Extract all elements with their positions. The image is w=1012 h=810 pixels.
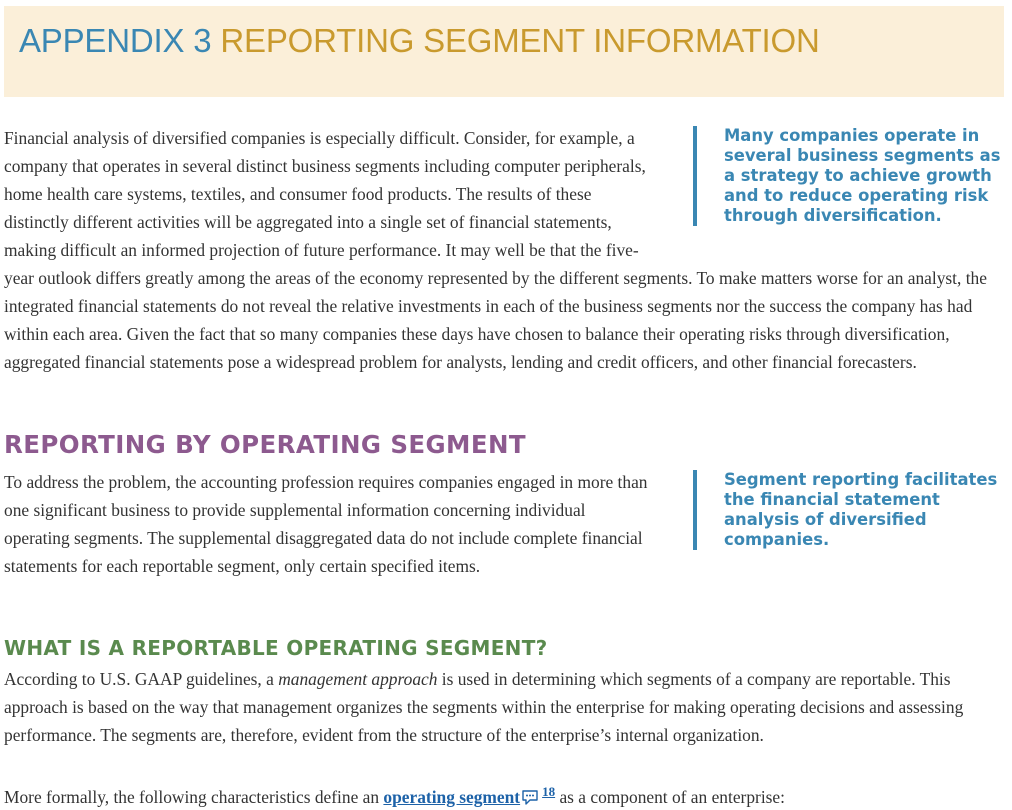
management-approach-term: management approach [278,669,438,689]
comment-bubble-icon[interactable] [521,786,539,810]
intro-margin-note-text: Many companies operate in several business segments as a strategy to achieve growth and to reduce operating risk through diversification. [724,126,1001,225]
formal-before: More formally, the following characteristics define an [4,787,384,807]
appendix-label: APPENDIX 3 [19,22,212,59]
section-heading-reportable: WHAT IS A REPORTABLE OPERATING SEGMENT? [4,636,548,660]
appendix-title-text: REPORTING SEGMENT INFORMATION [220,22,820,59]
reportable-para-before: According to U.S. GAAP guidelines, a [4,669,279,689]
formal-definition-line [4,778,1006,810]
intro-paragraph-text: Financial analysis of diversified companies is especially difficult. Consider, for example, a company that operates in several distinct business segments including computer peripherals, home health care systems, textiles, and consumer food products. The results of these distinctly different activities will be aggregated into a single set of financial statements, making difficult an informed projection of future performance. It may well be that the five-year outlook differs greatly among the areas of the economy represented by the different segments. To make matters worse for an analyst, the integrated financial statements do not reveal the relative investments in each of the business segments nor the success the company has had within each area. Given the fact that so many companies these days have chosen to balance their operating risks through diversification, aggregated financial statements pose a widespread problem for analysts, lending and credit officers, and other financial forecasters. [4,128,987,372]
intro-margin-note [693,126,1002,226]
operating-paragraph-text: To address the problem, the accounting profession requires companies engaged in more than one significant business to provide supplemental information concerning individual operating segments. The supplemental disaggregated data do not include complete financial statements for each reportable segment, only certain specified items. [4,472,648,576]
reportable-paragraph [4,665,1006,749]
footnote-link[interactable]: 18 [542,784,556,799]
appendix-title [19,21,820,61]
operating-margin-note [693,470,1002,550]
reportable-para-after: is used in determining which segments of a company are reportable. This approach is based on the way that management organizes the segments within the enterprise for making operating decisions and assessing performance. The segments are, therefore, evident from the structure of the enterprise’s internal organization. [4,669,964,745]
formal-after: as a component of an enterprise: [555,787,785,807]
appendix-banner [4,6,1004,97]
operating-margin-note-text: Segment reporting facilitates the financial statement analysis of diversified companies. [724,470,998,549]
section-heading-operating: REPORTING BY OPERATING SEGMENT [4,430,526,459]
operating-segment-glossary-link[interactable]: operating segment [383,787,521,807]
